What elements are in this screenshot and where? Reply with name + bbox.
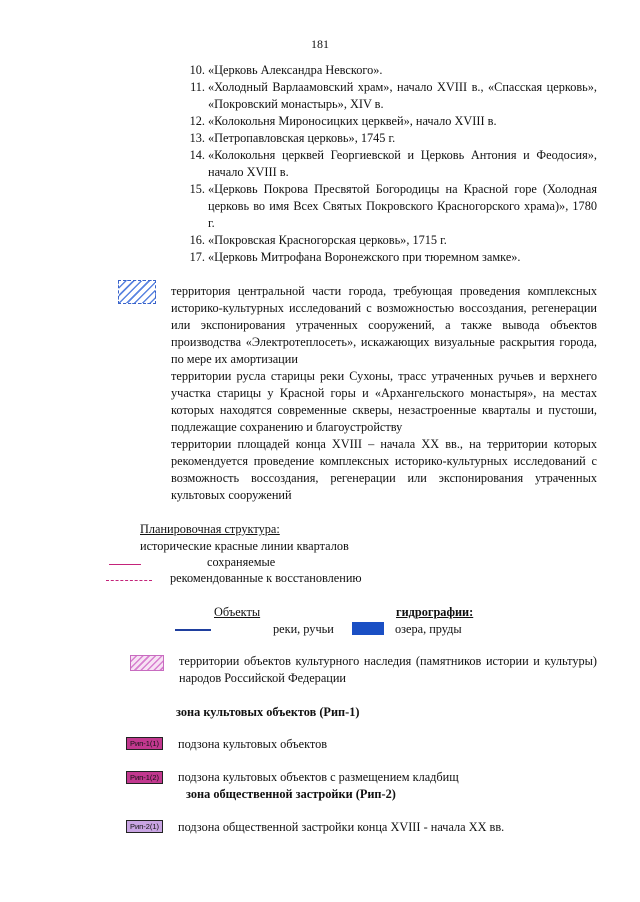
riverbed-territory-text: территории русла старицы реки Сухоны, трасс утраченных ручьев и верхнего участка старицы у Красной горы и «Архангельского монастыря», на местах которых находятся современные скверы, незастроенные кварталы и пустоши, подлежащие сохранению и благоустройству bbox=[171, 369, 597, 434]
list-item bbox=[189, 113, 597, 130]
list-item-text: «Петропавловская церковь», 1745 г. bbox=[208, 131, 396, 145]
central-territory-hatch-swatch bbox=[118, 280, 156, 304]
preserved-line-swatch bbox=[109, 564, 141, 565]
list-item bbox=[189, 232, 597, 249]
list-item bbox=[189, 79, 597, 113]
zone1-1-badge: Рип-1(1) bbox=[126, 737, 163, 750]
list-item bbox=[189, 181, 597, 232]
church-list bbox=[189, 62, 597, 266]
objects-label: Объекты bbox=[214, 605, 261, 619]
list-item-number: 11. bbox=[190, 80, 205, 94]
heritage-text: территории объектов культурного наследия (памятников истории и культуры) народов Российской Федерации bbox=[179, 654, 597, 685]
lake-swatch bbox=[352, 622, 384, 635]
list-item-text: «Колокольня Мироносицких церквей», начало XVIII в. bbox=[208, 114, 497, 128]
zone1-title: зона культовых объектов (Рип-1) bbox=[176, 705, 360, 719]
zone2-1-badge: Рип-2(1) bbox=[126, 820, 163, 833]
page-number: 181 bbox=[311, 37, 329, 51]
zone2-title: зона общественной застройки (Рип-2) bbox=[186, 787, 396, 801]
hydrography-label: гидрографии: bbox=[396, 605, 474, 619]
lakes-label: озера, пруды bbox=[395, 622, 462, 636]
list-item bbox=[189, 130, 597, 147]
zone1-1-label: подзона культовых объектов bbox=[178, 737, 328, 751]
heritage-hatch-swatch bbox=[130, 655, 164, 671]
list-item-number: 14. bbox=[189, 148, 205, 162]
rivers-label: реки, ручьи bbox=[273, 622, 334, 636]
list-item bbox=[189, 249, 597, 266]
list-item-number: 10. bbox=[189, 63, 205, 77]
central-territory-text: территория центральной части города, требующая проведения комплексных историко-культурных исследований с возможностью воссоздания, регенерации или экспонирования утраченных сооружений, а также вывода объектов производства «Электротеплосеть», искажающих визуальные раскрытия города, по мере их амортизации bbox=[171, 284, 597, 366]
restore-label: рекомендованные к восстановлению bbox=[170, 571, 362, 585]
list-item-text: «Церковь Митрофана Воронежского при тюремном замке». bbox=[208, 250, 521, 264]
zone1-2-label: подзона культовых объектов с размещением кладбищ bbox=[178, 770, 459, 784]
list-item-number: 15. bbox=[189, 182, 205, 196]
planning-structure-title: Планировочная структура: bbox=[140, 522, 280, 536]
list-item-text: «Холодный Варлаамовский храм», начало XVIII в., «Спасская церковь», «Покровский монастырь», XIV в. bbox=[208, 80, 597, 111]
restore-line-swatch bbox=[106, 580, 152, 581]
river-line-swatch bbox=[175, 629, 211, 631]
list-item-text: «Покровская Красногорская церковь», 1715 г. bbox=[208, 233, 447, 247]
zone2-1-label: подзона общественной застройки конца XVIII - начала XX вв. bbox=[178, 820, 505, 834]
preserved-label: сохраняемые bbox=[207, 555, 276, 569]
list-item-text: «Церковь Покрова Пресвятой Богородицы на Красной горе (Холодная церковь во имя Всех Святых Покровского Красногорского храма)», 1780 г. bbox=[208, 182, 597, 230]
list-item bbox=[189, 147, 597, 181]
list-item-text: «Церковь Александра Невского». bbox=[208, 63, 383, 77]
list-item-text: «Колокольня церквей Георгиевской и Церковь Антония и Феодосия», начало XVIII в. bbox=[208, 148, 597, 179]
squares-territory-text: территории площадей конца XVIII – начала XX вв., на территории которых рекомендуется проведение комплексных историко-культурных исследований с возможность воссоздания, регенерации или экспонирования утраченных культовых сооружений bbox=[171, 437, 597, 502]
red-lines-heading: исторические красные линии кварталов bbox=[140, 539, 349, 553]
list-item-number: 17. bbox=[189, 250, 205, 264]
zone1-2-badge: Рип-1(2) bbox=[126, 771, 163, 784]
list-item-number: 16. bbox=[189, 233, 205, 247]
list-item-number: 12. bbox=[189, 114, 205, 128]
list-item-number: 13. bbox=[189, 131, 205, 145]
list-item bbox=[189, 62, 597, 79]
